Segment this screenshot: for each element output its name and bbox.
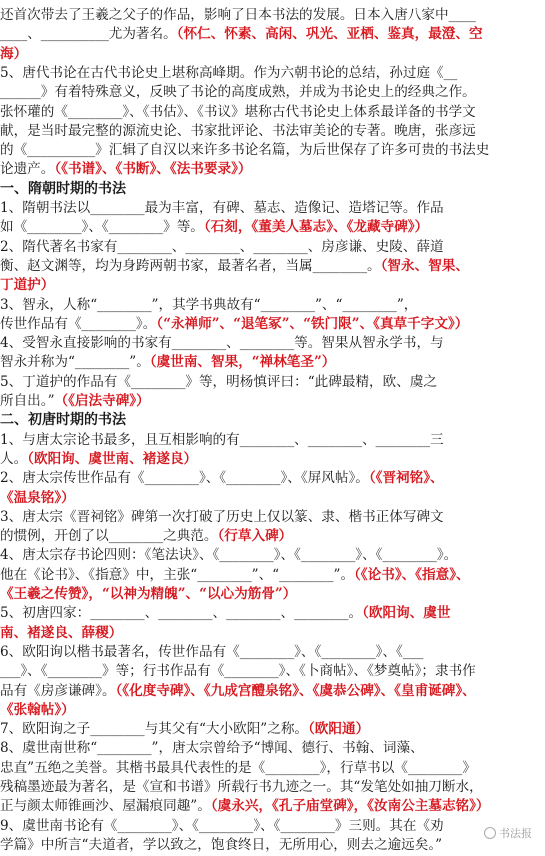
question-text: 8、虞世南世称“________”，唐太宗曾给予“博闻、德行、书翰、词藻、 bbox=[0, 740, 424, 757]
section-heading bbox=[0, 410, 545, 431]
answer-text: 海） bbox=[0, 45, 28, 62]
watermark bbox=[481, 824, 535, 844]
question-text: 学篇》中所言“夫道者，学以致之，饱食终日，无所用心，则去之逾远矣。” bbox=[0, 836, 443, 853]
text-line bbox=[0, 449, 545, 470]
text-line bbox=[0, 372, 545, 393]
question-text: 他在《论书》、《指意》中，主张“________”、“________”。 bbox=[0, 566, 355, 583]
text-line bbox=[0, 603, 545, 624]
text-line bbox=[0, 488, 545, 509]
question-text: ____、__________尤为著名。 bbox=[0, 26, 177, 43]
text-line bbox=[0, 642, 545, 663]
answer-text: （《论书》、《指意》、 bbox=[354, 566, 470, 583]
question-text: 论遗产。 bbox=[0, 161, 55, 178]
text-line bbox=[0, 44, 545, 65]
question-text: 5、丁道护的作品有《________》等，明杨慎评曰：“此碑最精，欧、虞之 bbox=[0, 373, 438, 390]
text-line bbox=[0, 507, 545, 528]
answer-text: （行草入碑） bbox=[217, 528, 293, 545]
text-line bbox=[0, 217, 545, 238]
text-line bbox=[0, 468, 545, 489]
text-line bbox=[0, 565, 545, 586]
section-heading bbox=[0, 179, 545, 200]
text-line bbox=[0, 526, 545, 547]
text-line bbox=[0, 391, 545, 412]
text-line bbox=[0, 63, 545, 84]
text-line bbox=[0, 295, 545, 316]
text-line bbox=[0, 816, 545, 837]
question-text: 衡、赵文渊等，均为身跨两朝书家，最著名者，当属________。 bbox=[0, 257, 381, 274]
question-text: 5、唐代书论在古代书论史上堪称高峰期。作为六朝书论的总结，孙过庭《__ bbox=[0, 64, 458, 81]
text-line bbox=[0, 835, 545, 856]
answer-text: （“永禅师”、“退笔冢”、“铁门限”、《真草千字文》） bbox=[156, 315, 469, 332]
text-line bbox=[0, 719, 545, 740]
question-text: 9、虞世南书论有《________》、《________》、《________》三则。其在《劝 bbox=[0, 817, 444, 834]
answer-text: 南、褚遂良、薛稷） bbox=[0, 624, 123, 641]
question-text: 7、欧阳询之子________与其父有“大小欧阳”之称。 bbox=[0, 721, 309, 738]
text-line bbox=[0, 545, 545, 566]
question-text: 2、隋代著名书家有________、________、________、房彦谦、史陵、薛道 bbox=[0, 238, 444, 255]
text-line bbox=[0, 198, 545, 219]
text-line bbox=[0, 102, 545, 123]
text-line bbox=[0, 333, 545, 354]
answer-text: （石刻，《董美人墓志》、《龙藏寺碑》） bbox=[203, 219, 429, 236]
text-line bbox=[0, 623, 545, 644]
question-text: 2、唐太宗传世作品有《________》、《________》、《屏风帖》。 bbox=[0, 470, 369, 487]
answer-text: （《晋祠铭》、 bbox=[368, 470, 444, 487]
question-text: 4、受智永直接影响的书家有________、________等。智果从智永学书，与 bbox=[0, 335, 444, 352]
answer-text: 《王羲之传赞》，“以神为精魄”、“以心为筋骨”） bbox=[0, 586, 297, 602]
text-line bbox=[0, 777, 545, 798]
text-line bbox=[0, 796, 545, 817]
answer-text: 丁道护） bbox=[0, 277, 55, 294]
question-text: 二、初唐时期的书法 bbox=[0, 412, 126, 429]
text-line bbox=[0, 24, 545, 45]
watermark-logo-icon bbox=[484, 827, 496, 839]
question-text: 残稿墨迹最为著名，是《宣和书谱》所载行书九迹之一。其“发笔处如抽刀断水， bbox=[0, 779, 483, 795]
text-line bbox=[0, 237, 545, 258]
text-line bbox=[0, 140, 545, 161]
question-text: 1、隋朝书法以________最为丰富，有碑、墓志、造像记、造塔记等。作品 bbox=[0, 200, 444, 216]
question-text: 4、唐太宗存书论四则：《笔法诀》、《________》、《________》、《________》。 bbox=[0, 547, 458, 564]
question-text: 的惯例，开创了以________之典范。 bbox=[0, 528, 218, 545]
answer-text: （怀仁、怀素、高闲、巩光、亚栖、鉴真，最澄、空 bbox=[176, 26, 483, 43]
answer-text: （《书谱》、《书断》、《法书要录》） bbox=[54, 161, 252, 178]
question-text: 5、初唐四家：________、________、________、________。 bbox=[0, 605, 363, 622]
question-text: 献，是当时最完整的源流史论、书家批评论、书法审美论的专著。晚唐，张彦远 bbox=[0, 122, 476, 139]
text-line bbox=[0, 121, 545, 142]
text-line bbox=[0, 700, 545, 721]
text-line bbox=[0, 681, 545, 702]
question-text: 一、隋朝时期的书法 bbox=[0, 180, 126, 197]
question-text: 还首次带去了王羲之父子的作品，影响了日本书法的发展。日本入唐八家中____ bbox=[0, 7, 476, 23]
text-line bbox=[0, 275, 545, 296]
question-text: ______》有着特殊意义，反映了书论的高度成熟，并成为书论史上的经典之作。 bbox=[0, 84, 476, 101]
answer-text: 《张翰帖》） bbox=[0, 701, 75, 718]
text-line bbox=[0, 661, 545, 682]
answer-text: （虞永兴，《孔子庙堂碑》，《汝南公主墓志铭》） bbox=[210, 798, 490, 815]
question-text: 张怀瓘的《________》、《书估》、《书议》堪称古代书论史上体系最详备的书学文 bbox=[0, 103, 476, 120]
question-text: 3、智永，人称“________”，其学书典故有“________”、“________”， bbox=[0, 296, 418, 313]
question-text: 所自出。” bbox=[0, 393, 55, 409]
text-line bbox=[0, 738, 545, 759]
question-text: 1、与唐太宗论书最多，且互相影响的有________、________、________三 bbox=[0, 431, 444, 448]
text-line bbox=[0, 430, 545, 451]
question-text: 的《__________》汇辑了自汉以来许多书论名篇，为后世保存了许多可贵的书法史 bbox=[0, 142, 490, 159]
answer-text: （《化度寺碑》、《九成宫醴泉铭》、《虞恭公碑》、《皇甫诞碑》、 bbox=[115, 682, 476, 699]
question-text: ___》、《________》等；行书作品有《________》、《卜商帖》、《梦奠帖》；隶书作 bbox=[0, 663, 476, 680]
question-text: 如《________》、《________》等。 bbox=[0, 219, 204, 236]
text-line bbox=[0, 314, 545, 335]
watermark-text: 书法报 bbox=[499, 827, 532, 840]
text-line bbox=[0, 82, 545, 103]
answer-text: （欧阳通） bbox=[308, 721, 370, 738]
text-line bbox=[0, 758, 545, 779]
question-text: 6、欧阳询以楷书最著名，传世作品有《________》、《________》、《___ bbox=[0, 643, 424, 660]
text-line bbox=[0, 584, 545, 605]
question-text: 忠直”五绝之美誉。其楷书最具代表性的是《________》，行草书以《________》 bbox=[0, 759, 476, 776]
answer-text: （欧阳询、虞世 bbox=[362, 605, 451, 622]
question-text: 品有《房彦谦碑》。 bbox=[0, 682, 116, 699]
question-text: 3、唐太宗《晋祠铭》碑第一次打破了历史上仅以篆、隶、楷书正体写碑文 bbox=[0, 508, 444, 525]
question-text: 正与颜太师锥画沙、屋漏痕同趣”。 bbox=[0, 798, 211, 815]
answer-text: （虞世南、智果，“禅林笔圣”） bbox=[149, 354, 336, 371]
text-line bbox=[0, 352, 545, 373]
question-text: 人。 bbox=[0, 450, 28, 467]
answer-text: （智永、智果、 bbox=[380, 257, 469, 274]
text-line bbox=[0, 5, 545, 26]
question-text: 传世作品有《________》。 bbox=[0, 315, 157, 332]
answer-text: （欧阳询、虞世南、褚遂良） bbox=[27, 450, 198, 467]
question-text: 智永并称为“________”。 bbox=[0, 354, 150, 371]
text-line bbox=[0, 256, 545, 277]
text-line bbox=[0, 159, 545, 180]
answer-text: 《温泉铭》） bbox=[0, 489, 75, 506]
answer-text: （《启法寺碑》） bbox=[54, 393, 150, 409]
